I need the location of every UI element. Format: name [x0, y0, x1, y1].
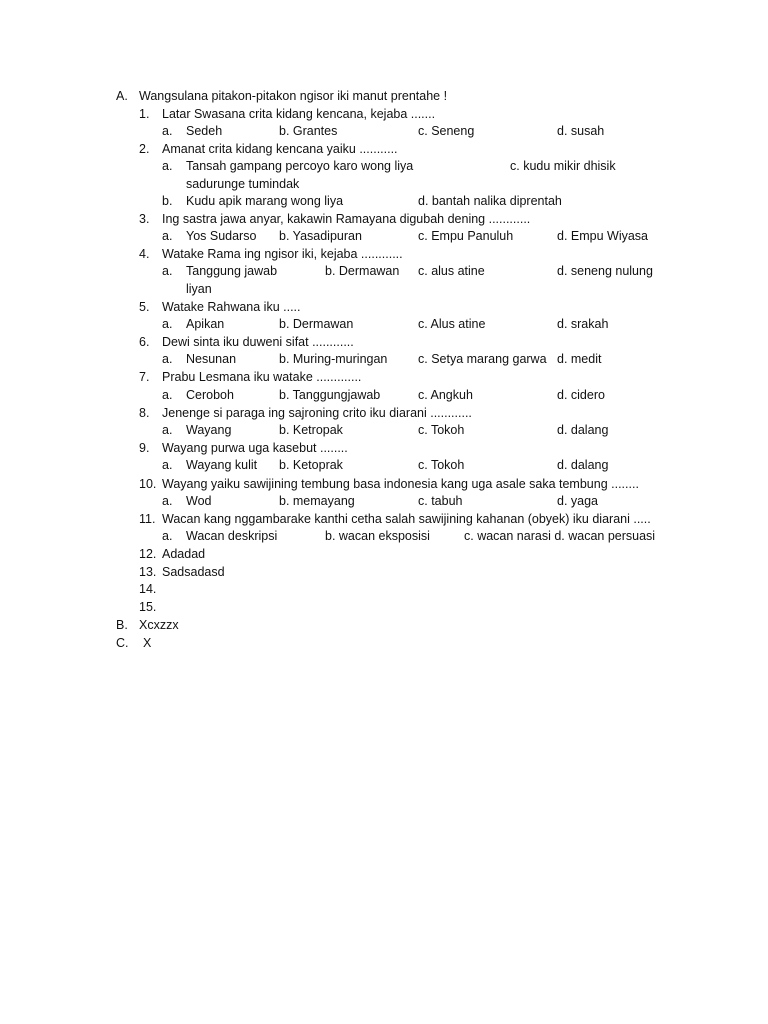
option-d: d. cidero	[557, 388, 605, 402]
option-d: d. seneng nulung	[557, 264, 653, 278]
question-text: Amanat crita kidang kencana yaiku ...........	[162, 142, 398, 156]
question-number: 9.	[139, 441, 150, 455]
question-text: Jenenge si paraga ing sajroning crito iku diarani ............	[162, 406, 472, 420]
option-c: c. kudu mikir dhisik	[510, 159, 616, 173]
option-b: b. Muring-muringan	[279, 352, 388, 366]
option-b: b. Dermawan	[325, 264, 400, 278]
question-number: 8.	[139, 406, 150, 420]
option-a-marker: a.	[162, 317, 173, 331]
section-b-marker: B.	[116, 618, 128, 632]
question-text: Adadad	[162, 547, 206, 561]
option-b: Kudu apik marang wong liya	[186, 194, 344, 208]
option-a: Wayang kulit	[186, 458, 258, 472]
question-text: Wayang yaiku sawijining tembung basa indonesia kang uga asale saka tembung ........	[162, 477, 639, 491]
option-d: d. bantah nalika diprentah	[418, 194, 562, 208]
option-b: b. Tanggungjawab	[279, 388, 381, 402]
option-a-marker: a.	[162, 423, 173, 437]
question-number: 13.	[139, 565, 157, 579]
option-a: Tanggung jawab	[186, 264, 278, 278]
option-d: d. dalang	[557, 423, 609, 437]
question-text: Watake Rama ing ngisor iki, kejaba ............	[162, 247, 403, 261]
option-c-continuation: sadurunge tumindak	[186, 177, 300, 191]
option-a-marker: a.	[162, 264, 173, 278]
option-a-marker: a.	[162, 494, 173, 508]
option-b: b. wacan eksposisi	[325, 529, 430, 543]
question-number: 10.	[139, 477, 157, 491]
question-number: 3.	[139, 212, 150, 226]
section-a-marker: A.	[116, 89, 128, 103]
question-number: 15.	[139, 600, 157, 614]
section-c-text: X	[143, 636, 152, 650]
option-c: c. Angkuh	[418, 388, 473, 402]
option-a: Wod	[186, 494, 212, 508]
option-c: c. Alus atine	[418, 317, 486, 331]
option-c: c. Seneng	[418, 124, 475, 138]
option-a: Apikan	[186, 317, 225, 331]
option-d-continuation: liyan	[186, 282, 212, 296]
option-d: d. Empu Wiyasa	[557, 229, 649, 243]
question-text: Watake Rahwana iku .....	[162, 300, 301, 314]
question-number: 7.	[139, 370, 150, 384]
option-c: c. tabuh	[418, 494, 463, 508]
option-a-marker: a.	[162, 388, 173, 402]
option-a-marker: a.	[162, 352, 173, 366]
option-c: c. Tokoh	[418, 458, 465, 472]
question-number: 4.	[139, 247, 150, 261]
section-b-text: Xcxzzx	[139, 618, 179, 632]
option-a-marker: a.	[162, 458, 173, 472]
option-c: c. alus atine	[418, 264, 485, 278]
option-c: c. Tokoh	[418, 423, 465, 437]
option-a: Nesunan	[186, 352, 237, 366]
question-text: Latar Swasana crita kidang kencana, kejaba .......	[162, 107, 436, 121]
question-number: 6.	[139, 335, 150, 349]
question-text: Dewi sinta iku duweni sifat ............	[162, 335, 354, 349]
question-text: Prabu Lesmana iku watake .............	[162, 370, 362, 384]
option-a: Yos Sudarso	[186, 229, 257, 243]
question-number: 11.	[139, 512, 156, 526]
question-text: Wacan kang nggambarake kanthi cetha salah sawijining kahanan (obyek) iku diarani .....	[162, 512, 651, 526]
section-a-title: Wangsulana pitakon-pitakon ngisor iki manut prentahe !	[139, 89, 448, 103]
question-text: Wayang purwa uga kasebut ........	[162, 441, 348, 455]
option-d: d. medit	[557, 352, 602, 366]
option-d: d. srakah	[557, 317, 609, 331]
question-text: Sadsadasd	[162, 565, 225, 579]
option-d: d. yaga	[557, 494, 599, 508]
option-b: b. Ketropak	[279, 423, 343, 437]
question-text: Ing sastra jawa anyar, kakawin Ramayana digubah dening ............	[162, 212, 531, 226]
option-b-marker: b.	[162, 194, 173, 208]
option-a: Wayang	[186, 423, 232, 437]
option-d: d. dalang	[557, 458, 609, 472]
option-a: Wacan deskripsi	[186, 529, 278, 543]
option-c: c. Empu Panuluh	[418, 229, 514, 243]
option-b: b. Ketoprak	[279, 458, 343, 472]
option-a-marker: a.	[162, 159, 173, 173]
option-b: b. Yasadipuran	[279, 229, 362, 243]
question-number: 2.	[139, 142, 150, 156]
question-number: 14.	[139, 582, 157, 596]
option-b: b. memayang	[279, 494, 355, 508]
option-d: d. susah	[557, 124, 605, 138]
option-a-marker: a.	[162, 529, 173, 543]
option-c: c. Setya marang garwa	[418, 352, 547, 366]
option-a-marker: a.	[162, 124, 173, 138]
section-c-marker: C.	[116, 636, 129, 650]
option-a: Ceroboh	[186, 388, 234, 402]
option-b: b. Dermawan	[279, 317, 354, 331]
question-number: 1.	[139, 107, 150, 121]
option-a: Sedeh	[186, 124, 223, 138]
option-a: Tansah gampang percoyo karo wong liya	[186, 159, 414, 173]
option-c-d: c. wacan narasi d. wacan persuasi	[464, 529, 656, 543]
option-b: b. Grantes	[279, 124, 338, 138]
question-number: 12.	[139, 547, 157, 561]
option-a-marker: a.	[162, 229, 173, 243]
question-number: 5.	[139, 300, 150, 314]
